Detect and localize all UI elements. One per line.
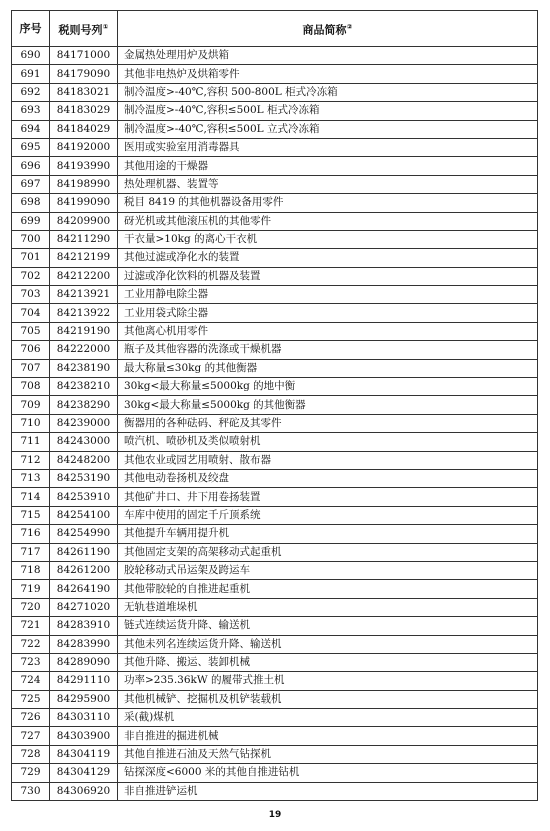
table-row: [12, 212, 538, 230]
cell-name: 其他未列名连续运货升降、输送机: [118, 635, 538, 653]
cell-seq: 695: [12, 138, 50, 156]
cell-code: 84291110: [50, 672, 118, 690]
cell-code: 84254100: [50, 506, 118, 524]
cell-seq: 698: [12, 194, 50, 212]
cell-name: 制冷温度>-40℃,容积≤500L 立式冷冻箱: [118, 120, 538, 138]
cell-code: 84211290: [50, 230, 118, 248]
table-row: [12, 709, 538, 727]
table-row: [12, 690, 538, 708]
cell-code: 84304119: [50, 745, 118, 763]
cell-code: 84238190: [50, 359, 118, 377]
cell-name: 30kg<最大称量≤5000kg 的其他衡器: [118, 396, 538, 414]
header-name: 商品简称②: [118, 11, 538, 47]
cell-name: 其他自推进石油及天然气钻探机: [118, 745, 538, 763]
cell-seq: 701: [12, 249, 50, 267]
cell-code: 84212200: [50, 267, 118, 285]
table-row: [12, 543, 538, 561]
cell-code: 84283990: [50, 635, 118, 653]
cell-seq: 718: [12, 561, 50, 579]
cell-seq: 709: [12, 396, 50, 414]
cell-name: 瓶子及其他容器的洗涤或干燥机器: [118, 341, 538, 359]
cell-seq: 715: [12, 506, 50, 524]
cell-name: 过滤或净化饮料的机器及装置: [118, 267, 538, 285]
table-row: [12, 267, 538, 285]
table-row: [12, 396, 538, 414]
cell-name: 无轨巷道堆垛机: [118, 598, 538, 616]
cell-name: 其他电动卷扬机及绞盘: [118, 469, 538, 487]
cell-name: 干衣量>10kg 的离心干衣机: [118, 230, 538, 248]
table-row: [12, 764, 538, 782]
cell-name: 车库中使用的固定千斤顶系统: [118, 506, 538, 524]
table-row: [12, 433, 538, 451]
cell-name: 胶轮移动式吊运架及跨运车: [118, 561, 538, 579]
cell-code: 84199090: [50, 194, 118, 212]
cell-seq: 729: [12, 764, 50, 782]
table-row: [12, 635, 538, 653]
cell-name: 其他升降、搬运、装卸机械: [118, 653, 538, 671]
cell-code: 84264190: [50, 580, 118, 598]
cell-seq: 730: [12, 782, 50, 800]
table-row: [12, 194, 538, 212]
cell-seq: 705: [12, 322, 50, 340]
cell-code: 84306920: [50, 782, 118, 800]
cell-name: 非自推进的掘进机械: [118, 727, 538, 745]
cell-code: 84238210: [50, 378, 118, 396]
table-row: [12, 102, 538, 120]
cell-code: 84261200: [50, 561, 118, 579]
cell-code: 84239000: [50, 414, 118, 432]
cell-name: 其他固定支架的高架移动式起重机: [118, 543, 538, 561]
cell-seq: 711: [12, 433, 50, 451]
cell-name: 工业用静电除尘器: [118, 286, 538, 304]
cell-name: 其他带胶轮的自推进起重机: [118, 580, 538, 598]
cell-code: 84253190: [50, 469, 118, 487]
table-row: [12, 83, 538, 101]
cell-seq: 702: [12, 267, 50, 285]
cell-name: 其他矿井口、井下用卷扬装置: [118, 488, 538, 506]
cell-name: 非自推进铲运机: [118, 782, 538, 800]
cell-name: 制冷温度>-40℃,容积 500-800L 柜式冷冻箱: [118, 83, 538, 101]
page-number: 19: [268, 810, 282, 820]
cell-code: 84254990: [50, 525, 118, 543]
header-row: [12, 11, 538, 47]
table-row: [12, 561, 538, 579]
table-header: [12, 11, 538, 47]
table-row: [12, 745, 538, 763]
cell-name: 其他用途的干燥器: [118, 157, 538, 175]
table-row: [12, 488, 538, 506]
cell-seq: 725: [12, 690, 50, 708]
cell-name: 其他机械铲、挖掘机及机铲装载机: [118, 690, 538, 708]
cell-code: 84219190: [50, 322, 118, 340]
cell-name: 其他过滤或净化水的装置: [118, 249, 538, 267]
table-row: [12, 617, 538, 635]
table-row: [12, 451, 538, 469]
cell-seq: 720: [12, 598, 50, 616]
header-code: 税则号列①: [50, 11, 118, 47]
cell-code: 84261190: [50, 543, 118, 561]
cell-seq: 721: [12, 617, 50, 635]
table-row: [12, 322, 538, 340]
cell-code: 84198990: [50, 175, 118, 193]
cell-name: 医用或实验室用消毒器具: [118, 138, 538, 156]
cell-code: 84248200: [50, 451, 118, 469]
cell-seq: 717: [12, 543, 50, 561]
cell-seq: 706: [12, 341, 50, 359]
cell-seq: 691: [12, 65, 50, 83]
table-row: [12, 359, 538, 377]
cell-name: 其他非电热炉及烘箱零件: [118, 65, 538, 83]
table-row: [12, 653, 538, 671]
cell-seq: 719: [12, 580, 50, 598]
table-row: [12, 378, 538, 396]
cell-code: 84183021: [50, 83, 118, 101]
cell-seq: 703: [12, 286, 50, 304]
table-row: [12, 672, 538, 690]
cell-code: 84303110: [50, 709, 118, 727]
cell-code: 84304129: [50, 764, 118, 782]
cell-code: 84212199: [50, 249, 118, 267]
table-row: [12, 175, 538, 193]
cell-seq: 693: [12, 102, 50, 120]
cell-code: 84192000: [50, 138, 118, 156]
cell-seq: 722: [12, 635, 50, 653]
cell-code: 84303900: [50, 727, 118, 745]
table-row: [12, 157, 538, 175]
cell-seq: 694: [12, 120, 50, 138]
cell-name: 衡器用的各种砝码、秤砣及其零件: [118, 414, 538, 432]
cell-seq: 696: [12, 157, 50, 175]
cell-name: 工业用袋式除尘器: [118, 304, 538, 322]
cell-name: 热处理机器、装置等: [118, 175, 538, 193]
cell-seq: 700: [12, 230, 50, 248]
table-row: [12, 138, 538, 156]
cell-seq: 699: [12, 212, 50, 230]
cell-seq: 704: [12, 304, 50, 322]
cell-code: 84171000: [50, 47, 118, 65]
table-row: [12, 525, 538, 543]
cell-seq: 697: [12, 175, 50, 193]
cell-code: 84295900: [50, 690, 118, 708]
cell-code: 84213922: [50, 304, 118, 322]
cell-seq: 728: [12, 745, 50, 763]
cell-seq: 714: [12, 488, 50, 506]
table-row: [12, 65, 538, 83]
cell-name: 链式连续运货升降、输送机: [118, 617, 538, 635]
cell-name: 其他离心机用零件: [118, 322, 538, 340]
cell-seq: 710: [12, 414, 50, 432]
cell-name: 采(截)煤机: [118, 709, 538, 727]
cell-code: 84183029: [50, 102, 118, 120]
cell-seq: 726: [12, 709, 50, 727]
cell-seq: 723: [12, 653, 50, 671]
cell-seq: 724: [12, 672, 50, 690]
table-row: [12, 120, 538, 138]
tariff-table: [11, 10, 538, 801]
table-row: [12, 469, 538, 487]
table-row: [12, 249, 538, 267]
cell-name: 钻探深度<6000 米的其他自推进钻机: [118, 764, 538, 782]
cell-seq: 716: [12, 525, 50, 543]
table-row: [12, 47, 538, 65]
footnote-marker-1: ①: [102, 22, 109, 31]
cell-name: 其他提升车辆用提升机: [118, 525, 538, 543]
cell-name: 砑光机或其他滚压机的其他零件: [118, 212, 538, 230]
cell-code: 84179090: [50, 65, 118, 83]
table-body: [12, 47, 538, 801]
cell-seq: 707: [12, 359, 50, 377]
cell-seq: 692: [12, 83, 50, 101]
table-row: [12, 727, 538, 745]
header-seq: 序号: [12, 11, 50, 47]
table-row: [12, 580, 538, 598]
cell-seq: 712: [12, 451, 50, 469]
table-row: [12, 414, 538, 432]
table-row: [12, 286, 538, 304]
cell-seq: 727: [12, 727, 50, 745]
table-row: [12, 341, 538, 359]
cell-name: 喷汽机、喷砂机及类似喷射机: [118, 433, 538, 451]
cell-code: 84213921: [50, 286, 118, 304]
cell-code: 84222000: [50, 341, 118, 359]
table-row: [12, 230, 538, 248]
cell-seq: 708: [12, 378, 50, 396]
cell-code: 84193990: [50, 157, 118, 175]
cell-seq: 690: [12, 47, 50, 65]
cell-code: 84289090: [50, 653, 118, 671]
cell-name: 功率>235.36kW 的履带式推土机: [118, 672, 538, 690]
cell-name: 金属热处理用炉及烘箱: [118, 47, 538, 65]
table-row: [12, 506, 538, 524]
cell-code: 84238290: [50, 396, 118, 414]
cell-name: 制冷温度>-40℃,容积≤500L 柜式冷冻箱: [118, 102, 538, 120]
cell-name: 税目 8419 的其他机器设备用零件: [118, 194, 538, 212]
cell-code: 84209900: [50, 212, 118, 230]
cell-code: 84253910: [50, 488, 118, 506]
cell-code: 84184029: [50, 120, 118, 138]
cell-seq: 713: [12, 469, 50, 487]
footnote-marker-2: ②: [346, 22, 353, 31]
cell-name: 其他农业或园艺用喷射、散布器: [118, 451, 538, 469]
table-row: [12, 782, 538, 800]
cell-code: 84271020: [50, 598, 118, 616]
cell-name: 30kg<最大称量≤5000kg 的地中衡: [118, 378, 538, 396]
table-row: [12, 598, 538, 616]
cell-code: 84243000: [50, 433, 118, 451]
table-row: [12, 304, 538, 322]
cell-name: 最大称量≤30kg 的其他衡器: [118, 359, 538, 377]
cell-code: 84283910: [50, 617, 118, 635]
